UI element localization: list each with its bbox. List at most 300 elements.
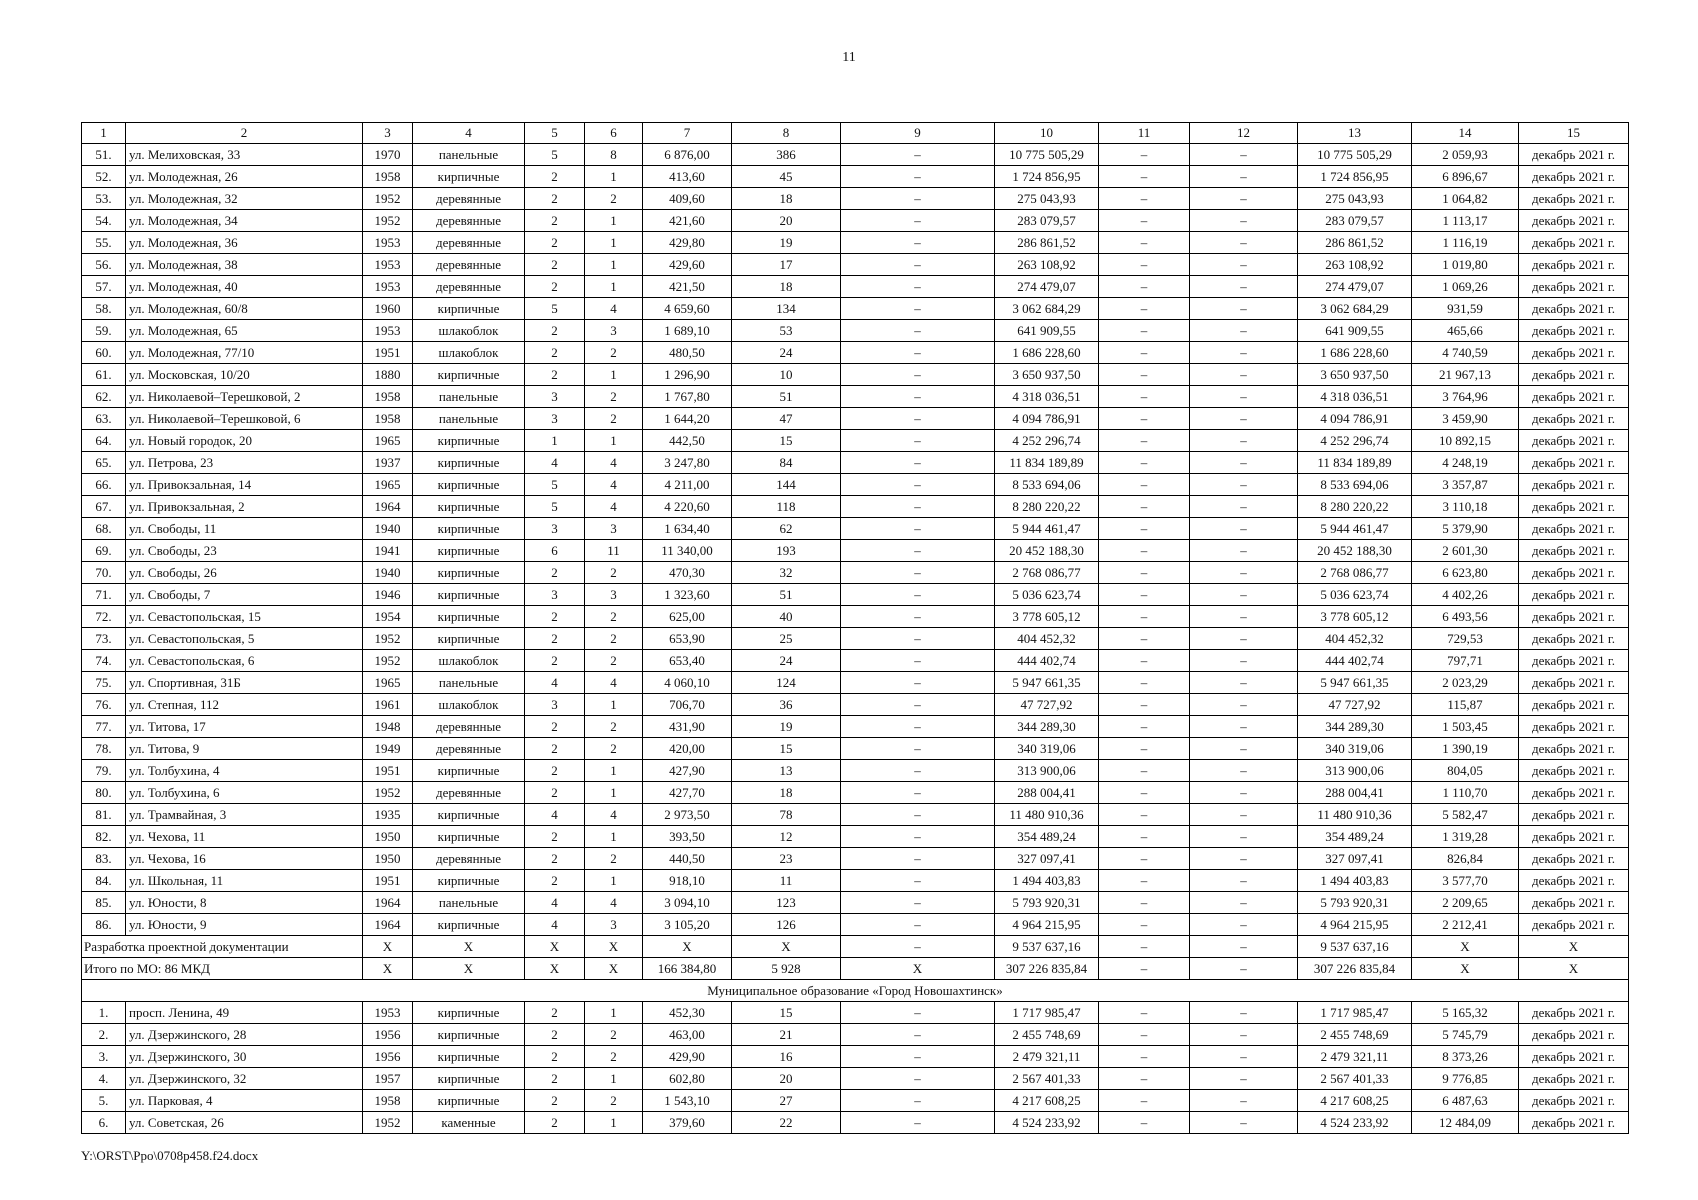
table-cell: 5 (525, 496, 585, 518)
table-cell: 463,00 (643, 1024, 732, 1046)
table-cell: декабрь 2021 г. (1519, 298, 1629, 320)
table-cell: Итого по МО: 86 МКД (82, 958, 363, 980)
table-cell: – (1190, 1002, 1298, 1024)
table-cell: 307 226 835,84 (995, 958, 1099, 980)
table-cell: 409,60 (643, 188, 732, 210)
table-cell: 9 776,85 (1412, 1068, 1519, 1090)
table-cell: 1 110,70 (1412, 782, 1519, 804)
table-cell: – (841, 650, 995, 672)
table-cell: ул. Молодежная, 32 (126, 188, 363, 210)
table-cell: ул. Толбухина, 4 (126, 760, 363, 782)
table-cell: декабрь 2021 г. (1519, 518, 1629, 540)
table-cell: шлакоблок (413, 694, 525, 716)
table-cell: – (1099, 804, 1190, 826)
table-cell: 1 116,19 (1412, 232, 1519, 254)
table-cell: 2 479 321,11 (1298, 1046, 1412, 1068)
table-cell: – (841, 606, 995, 628)
table-cell: 2 209,65 (1412, 892, 1519, 914)
table-cell: 4 318 036,51 (1298, 386, 1412, 408)
table-cell: – (841, 1112, 995, 1134)
table-cell: 3 577,70 (1412, 870, 1519, 892)
table-cell: ул. Свободы, 11 (126, 518, 363, 540)
table-cell: 5 944 461,47 (1298, 518, 1412, 540)
table-cell: 5 036 623,74 (1298, 584, 1412, 606)
table-cell: 313 900,06 (1298, 760, 1412, 782)
table-cell: X (413, 936, 525, 958)
table-cell: – (841, 1024, 995, 1046)
table-cell: 11 340,00 (643, 540, 732, 562)
table-cell: 5 947 661,35 (1298, 672, 1412, 694)
table-cell: ул. Молодежная, 77/10 (126, 342, 363, 364)
table-cell: 2 (585, 1090, 643, 1112)
table-cell: 72. (82, 606, 126, 628)
table-cell: 344 289,30 (1298, 716, 1412, 738)
table-cell: – (841, 738, 995, 760)
table-cell: 2 (525, 1112, 585, 1134)
table-cell: 379,60 (643, 1112, 732, 1134)
table-cell: – (1099, 584, 1190, 606)
table-cell: 1 (82, 123, 126, 144)
table-row (82, 540, 1629, 562)
table-cell: ул. Чехова, 11 (126, 826, 363, 848)
table-cell: 386 (732, 144, 841, 166)
table-cell: 4 524 233,92 (1298, 1112, 1412, 1134)
table-cell: декабрь 2021 г. (1519, 144, 1629, 166)
table-cell: ул. Дзержинского, 28 (126, 1024, 363, 1046)
table-cell: 6 487,63 (1412, 1090, 1519, 1112)
buildings-table (81, 122, 1629, 1134)
table-cell: ул. Петрова, 23 (126, 452, 363, 474)
table-cell: ул. Свободы, 26 (126, 562, 363, 584)
table-cell: ул. Молодежная, 38 (126, 254, 363, 276)
table-cell: 62 (732, 518, 841, 540)
table-row (82, 870, 1629, 892)
table-cell: каменные (413, 1112, 525, 1134)
table-row (82, 298, 1629, 320)
table-cell: 1965 (363, 474, 413, 496)
table-cell: 62. (82, 386, 126, 408)
table-cell: – (1190, 716, 1298, 738)
table-cell: 429,80 (643, 232, 732, 254)
table-row (82, 650, 1629, 672)
table-cell: X (1412, 958, 1519, 980)
table-cell: декабрь 2021 г. (1519, 210, 1629, 232)
table-cell: 2 (585, 408, 643, 430)
table-cell: 641 909,55 (1298, 320, 1412, 342)
table-cell: кирпичные (413, 1046, 525, 1068)
table-cell: – (1099, 694, 1190, 716)
table-row (82, 1024, 1629, 1046)
table-row (82, 848, 1629, 870)
table-cell: 2 (525, 210, 585, 232)
table-cell: – (841, 496, 995, 518)
table-cell: 3 778 605,12 (1298, 606, 1412, 628)
table-cell: 340 319,06 (1298, 738, 1412, 760)
table-cell: деревянные (413, 232, 525, 254)
table-cell: – (841, 430, 995, 452)
table-cell: – (1099, 496, 1190, 518)
table-cell: – (1190, 430, 1298, 452)
table-cell: 1952 (363, 782, 413, 804)
table-cell: 12 (732, 826, 841, 848)
table-cell: 1956 (363, 1046, 413, 1068)
table-cell: декабрь 2021 г. (1519, 562, 1629, 584)
table-cell: 3 778 605,12 (995, 606, 1099, 628)
table-cell: 641 909,55 (995, 320, 1099, 342)
table-cell: – (1099, 298, 1190, 320)
table-row (82, 342, 1629, 364)
table-cell: 4 252 296,74 (995, 430, 1099, 452)
table-cell: X (643, 936, 732, 958)
table-cell: 2 (525, 1024, 585, 1046)
table-cell: – (1190, 342, 1298, 364)
table-cell: 2 (585, 628, 643, 650)
table-cell: – (1099, 650, 1190, 672)
table-cell: – (841, 562, 995, 584)
table-cell: 2 (525, 760, 585, 782)
table-cell: деревянные (413, 188, 525, 210)
table-cell: 2 212,41 (1412, 914, 1519, 936)
table-cell: – (1190, 804, 1298, 826)
table-cell: декабрь 2021 г. (1519, 254, 1629, 276)
table-cell: 1 319,28 (1412, 826, 1519, 848)
table-cell: 23 (732, 848, 841, 870)
table-cell: 2 (525, 738, 585, 760)
table-cell: 3 (585, 320, 643, 342)
table-cell: ул. Советская, 26 (126, 1112, 363, 1134)
table-row (82, 716, 1629, 738)
design-docs-row (82, 936, 1629, 958)
table-cell: X (413, 958, 525, 980)
table-cell: 1 (585, 430, 643, 452)
table-row (82, 562, 1629, 584)
table-cell: ул. Спортивная, 31Б (126, 672, 363, 694)
table-cell: – (1190, 254, 1298, 276)
table-cell: декабрь 2021 г. (1519, 1046, 1629, 1068)
table-cell: – (1099, 936, 1190, 958)
table-cell: 20 (732, 210, 841, 232)
table-cell: 10 775 505,29 (1298, 144, 1412, 166)
table-cell: – (841, 144, 995, 166)
table-row (82, 452, 1629, 474)
table-cell: ул. Дзержинского, 30 (126, 1046, 363, 1068)
table-cell: 5 (525, 123, 585, 144)
table-cell: 444 402,74 (1298, 650, 1412, 672)
table-row (82, 518, 1629, 540)
table-cell: декабрь 2021 г. (1519, 672, 1629, 694)
table-row (82, 672, 1629, 694)
table-cell: 653,40 (643, 650, 732, 672)
table-cell: – (841, 232, 995, 254)
table-cell: – (841, 694, 995, 716)
table-cell: 340 319,06 (995, 738, 1099, 760)
table-cell: ул. Чехова, 16 (126, 848, 363, 870)
table-cell: – (1190, 232, 1298, 254)
table-cell: 283 079,57 (1298, 210, 1412, 232)
table-cell: X (1519, 958, 1629, 980)
table-row (82, 1068, 1629, 1090)
table-cell: 1 717 985,47 (995, 1002, 1099, 1024)
table-cell: 1941 (363, 540, 413, 562)
table-cell: 54. (82, 210, 126, 232)
table-cell: 73. (82, 628, 126, 650)
table-cell: ул. Титова, 17 (126, 716, 363, 738)
table-cell: 4 211,00 (643, 474, 732, 496)
table-cell: 1 503,45 (1412, 716, 1519, 738)
table-cell: 275 043,93 (1298, 188, 1412, 210)
table-cell: кирпичные (413, 914, 525, 936)
footer-file-path: Y:\ORST\Ppo\0708p458.f24.docx (81, 1148, 259, 1163)
table-cell: 68. (82, 518, 126, 540)
table-cell: 1953 (363, 1002, 413, 1024)
table-cell: панельные (413, 144, 525, 166)
table-cell: – (1190, 408, 1298, 430)
table-cell: кирпичные (413, 760, 525, 782)
table-cell: ул. Степная, 112 (126, 694, 363, 716)
table-cell: 5. (82, 1090, 126, 1112)
table-cell: 83. (82, 848, 126, 870)
table-cell: 74. (82, 650, 126, 672)
table-cell: 6 876,00 (643, 144, 732, 166)
table-cell: – (1099, 562, 1190, 584)
table-cell: деревянные (413, 848, 525, 870)
table-cell: – (1099, 782, 1190, 804)
table-cell: 193 (732, 540, 841, 562)
table-cell: просп. Ленина, 49 (126, 1002, 363, 1024)
table-cell: 1 644,20 (643, 408, 732, 430)
table-cell: 19 (732, 716, 841, 738)
table-cell: 57. (82, 276, 126, 298)
table-cell: 1958 (363, 408, 413, 430)
table-cell: – (1099, 672, 1190, 694)
table-cell: 1. (82, 1002, 126, 1024)
table-cell: кирпичные (413, 1090, 525, 1112)
table-cell: 5 (525, 298, 585, 320)
table-cell: – (1190, 276, 1298, 298)
table-cell: 12 484,09 (1412, 1112, 1519, 1134)
table-cell: 4 318 036,51 (995, 386, 1099, 408)
table-cell: 8 280 220,22 (1298, 496, 1412, 518)
table-cell: шлакоблок (413, 342, 525, 364)
table-cell: декабрь 2021 г. (1519, 1090, 1629, 1112)
table-cell: – (841, 210, 995, 232)
table-cell: 19 (732, 232, 841, 254)
table-cell: 4 (585, 452, 643, 474)
table-cell: 3 (585, 584, 643, 606)
table-cell: 3 (525, 694, 585, 716)
table-cell: декабрь 2021 г. (1519, 474, 1629, 496)
table-cell: декабрь 2021 г. (1519, 386, 1629, 408)
table-cell: 21 (732, 1024, 841, 1046)
table-cell: 11 834 189,89 (1298, 452, 1412, 474)
table-cell: – (841, 408, 995, 430)
table-cell: 288 004,41 (995, 782, 1099, 804)
table-row (82, 254, 1629, 276)
table-cell: – (1190, 452, 1298, 474)
table-cell: – (841, 364, 995, 386)
table-cell: 3 (525, 386, 585, 408)
table-cell: 729,53 (1412, 628, 1519, 650)
table-row (82, 232, 1629, 254)
table-cell: – (1190, 958, 1298, 980)
table-cell: – (1099, 408, 1190, 430)
table-cell: 1940 (363, 562, 413, 584)
table-cell: декабрь 2021 г. (1519, 628, 1629, 650)
table-cell: – (1190, 540, 1298, 562)
table-cell: 24 (732, 650, 841, 672)
table-cell: 80. (82, 782, 126, 804)
table-cell: 5 036 623,74 (995, 584, 1099, 606)
table-cell: 1964 (363, 892, 413, 914)
table-cell: 4 (585, 298, 643, 320)
table-cell: декабрь 2021 г. (1519, 848, 1629, 870)
table-cell: 1952 (363, 1112, 413, 1134)
table-cell: – (1190, 298, 1298, 320)
section-title-row (82, 980, 1629, 1002)
table-cell: X (1412, 936, 1519, 958)
table-cell: 3 (525, 518, 585, 540)
table-cell: 47 727,92 (995, 694, 1099, 716)
table-cell: – (1190, 518, 1298, 540)
table-cell: – (1190, 166, 1298, 188)
table-cell: – (1190, 364, 1298, 386)
table-cell: 8 (732, 123, 841, 144)
table-cell: 64. (82, 430, 126, 452)
table-cell: 1880 (363, 364, 413, 386)
table-cell: 1 767,80 (643, 386, 732, 408)
table-cell: кирпичные (413, 452, 525, 474)
table-cell: X (841, 958, 995, 980)
table-cell: ул. Московская, 10/20 (126, 364, 363, 386)
table-cell: 6. (82, 1112, 126, 1134)
table-cell: – (841, 1046, 995, 1068)
table-cell: 2 (585, 386, 643, 408)
table-cell: 1 717 985,47 (1298, 1002, 1412, 1024)
table-cell: 3 459,90 (1412, 408, 1519, 430)
table-cell: 1950 (363, 848, 413, 870)
table-cell: – (841, 298, 995, 320)
table-cell: 40 (732, 606, 841, 628)
table-cell: 13 (1298, 123, 1412, 144)
table-cell: 354 489,24 (1298, 826, 1412, 848)
table-cell: – (1190, 562, 1298, 584)
table-cell: – (1190, 738, 1298, 760)
table-cell: 2 455 748,69 (1298, 1024, 1412, 1046)
table-cell: 286 861,52 (1298, 232, 1412, 254)
table-cell: – (1190, 1024, 1298, 1046)
table-cell: 71. (82, 584, 126, 606)
table-cell: 78. (82, 738, 126, 760)
table-cell: деревянные (413, 782, 525, 804)
table-cell: декабрь 2021 г. (1519, 1002, 1629, 1024)
table-cell: 2 (585, 562, 643, 584)
table-row (82, 804, 1629, 826)
table-cell: 15 (1519, 123, 1629, 144)
table-cell: 4 (525, 804, 585, 826)
table-cell: 3 (363, 123, 413, 144)
table-cell: панельные (413, 672, 525, 694)
table-cell: – (1099, 166, 1190, 188)
table-cell: 69. (82, 540, 126, 562)
table-cell: 826,84 (1412, 848, 1519, 870)
table-cell: – (1099, 914, 1190, 936)
table-cell: 18 (732, 188, 841, 210)
table-cell: 144 (732, 474, 841, 496)
table-cell: 11 (585, 540, 643, 562)
table-cell: 115,87 (1412, 694, 1519, 716)
table-cell: 1954 (363, 606, 413, 628)
table-cell: 1951 (363, 342, 413, 364)
table-cell: 5 582,47 (1412, 804, 1519, 826)
table-cell: – (841, 254, 995, 276)
table-cell: 313 900,06 (995, 760, 1099, 782)
table-cell: – (841, 914, 995, 936)
table-cell: – (1099, 628, 1190, 650)
table-cell: 1 069,26 (1412, 276, 1519, 298)
table-cell: шлакоблок (413, 650, 525, 672)
table-cell: ул. Трамвайная, 3 (126, 804, 363, 826)
table-cell: 1958 (363, 1090, 413, 1112)
table-cell: – (1190, 386, 1298, 408)
table-cell: – (1099, 826, 1190, 848)
table-cell: – (1190, 870, 1298, 892)
table-cell: – (1099, 430, 1190, 452)
table-cell: 274 479,07 (995, 276, 1099, 298)
table-cell: 1 (585, 210, 643, 232)
table-cell: 53. (82, 188, 126, 210)
table-cell: 52. (82, 166, 126, 188)
table-cell: – (841, 672, 995, 694)
table-cell: декабрь 2021 г. (1519, 584, 1629, 606)
table-cell: декабрь 2021 г. (1519, 430, 1629, 452)
table-cell: – (841, 452, 995, 474)
table-cell: 4 659,60 (643, 298, 732, 320)
table-cell: X (363, 936, 413, 958)
table-cell: деревянные (413, 254, 525, 276)
table-cell: 1 (585, 1002, 643, 1024)
table-cell: 5 (525, 474, 585, 496)
table-cell: 263 108,92 (995, 254, 1099, 276)
table-cell: 1952 (363, 650, 413, 672)
table-cell: 20 452 188,30 (1298, 540, 1412, 562)
table-cell: 413,60 (643, 166, 732, 188)
table-cell: 2 768 086,77 (1298, 562, 1412, 584)
table-cell: декабрь 2021 г. (1519, 342, 1629, 364)
table-row (82, 474, 1629, 496)
table-cell: декабрь 2021 г. (1519, 606, 1629, 628)
table-cell: 5 928 (732, 958, 841, 980)
table-cell: 6 (585, 123, 643, 144)
table-cell: – (841, 540, 995, 562)
table-cell: 706,70 (643, 694, 732, 716)
table-cell: кирпичные (413, 298, 525, 320)
table-cell: 3 (525, 584, 585, 606)
table-cell: 17 (732, 254, 841, 276)
table-cell: ул. Свободы, 23 (126, 540, 363, 562)
table-cell: – (1099, 276, 1190, 298)
table-cell: Разработка проектной документации (82, 936, 363, 958)
table-cell: – (1099, 232, 1190, 254)
table-cell: 452,30 (643, 1002, 732, 1024)
table-cell: – (1099, 958, 1190, 980)
table-cell: – (1190, 760, 1298, 782)
table-row (82, 584, 1629, 606)
table-cell: 1 (585, 166, 643, 188)
table-cell: 283 079,57 (995, 210, 1099, 232)
table-cell: – (1099, 1068, 1190, 1090)
table-cell: ул. Молодежная, 26 (126, 166, 363, 188)
table-cell: 51 (732, 386, 841, 408)
